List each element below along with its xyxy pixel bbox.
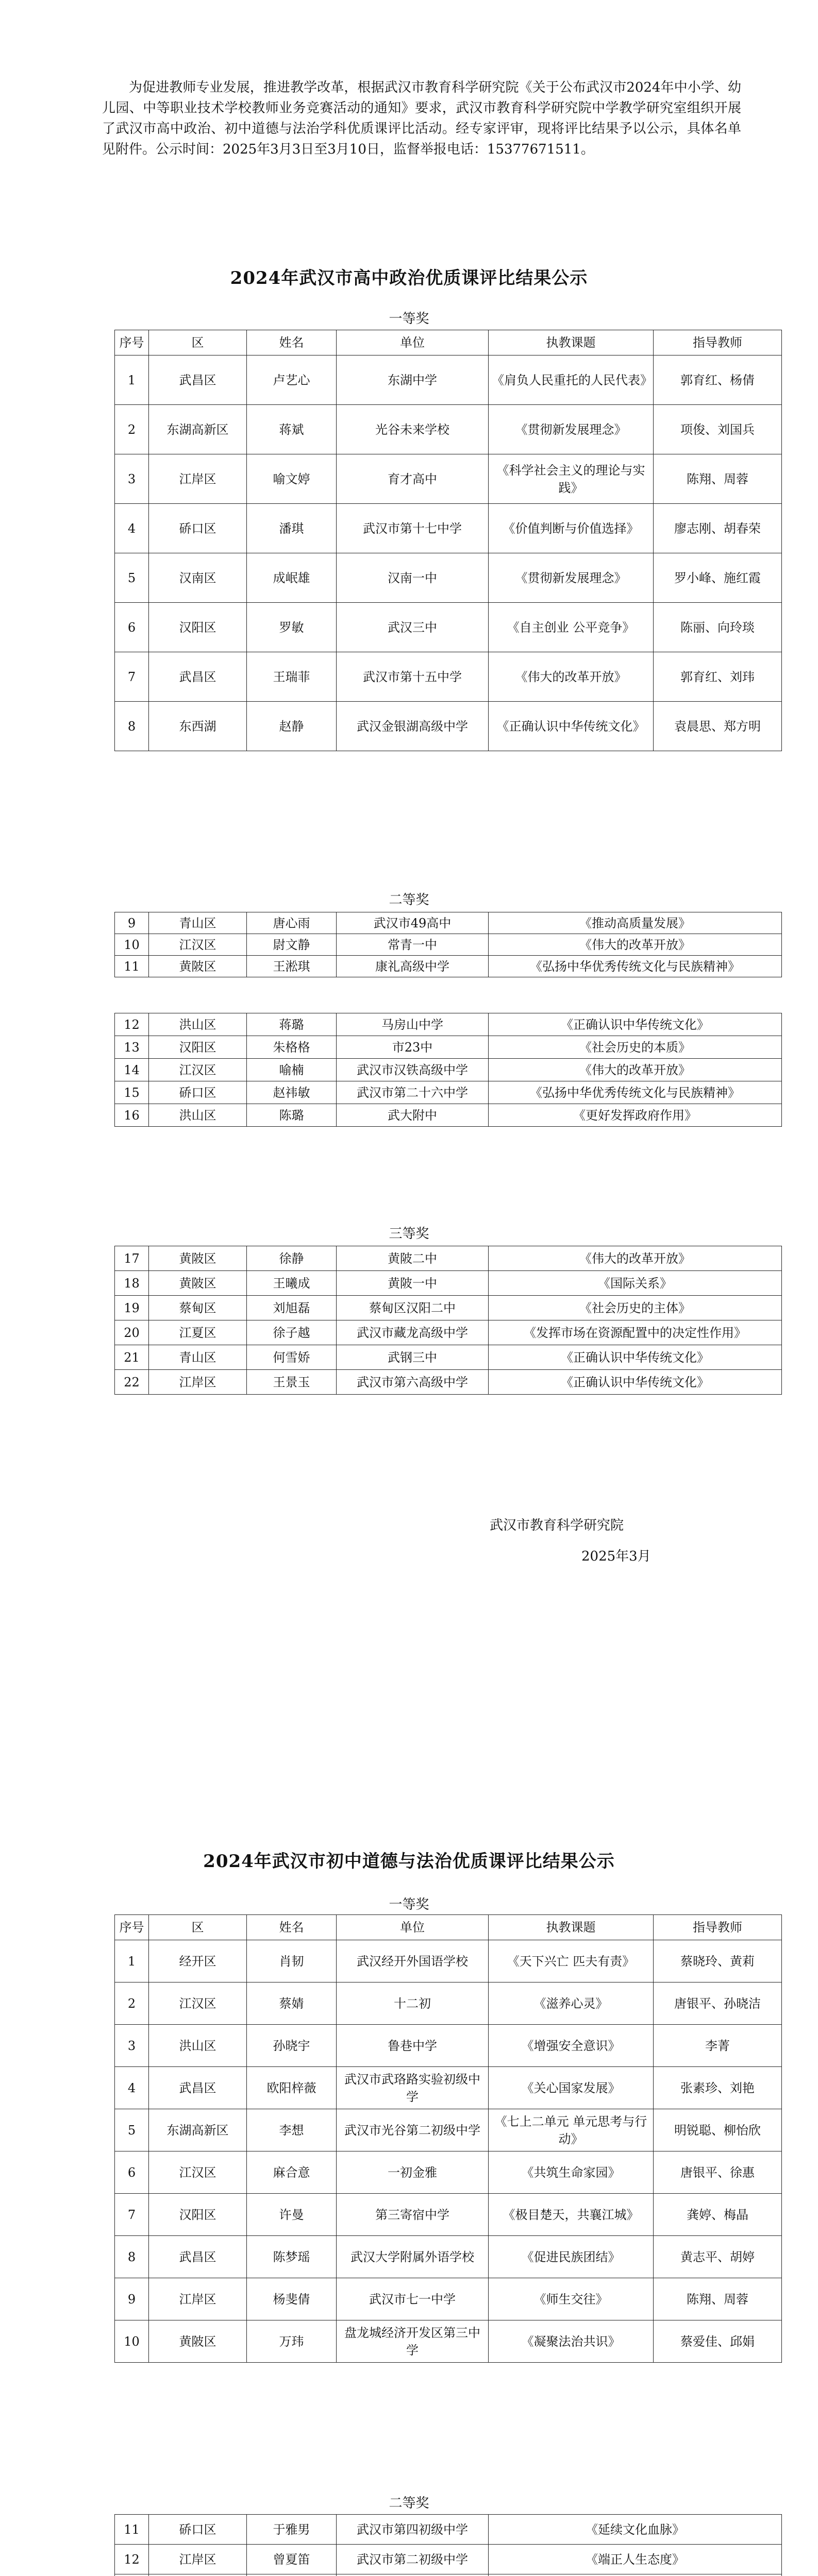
cell-district: 黄陂区 <box>149 1271 247 1296</box>
header-index: 序号 <box>115 330 149 355</box>
cell-district: 武昌区 <box>149 355 247 405</box>
header-unit: 单位 <box>337 330 489 355</box>
hs-first-label: 一等奖 <box>389 311 429 327</box>
cell-name: 李想 <box>247 2109 337 2151</box>
cell-topic: 《贯彻新发展理念》 <box>489 553 654 603</box>
cell-district: 青山区 <box>149 1345 247 1370</box>
header-name: 姓名 <box>247 1915 337 1940</box>
cell-name: 喻文婷 <box>247 454 337 504</box>
cell-unit: 育才高中 <box>337 454 489 504</box>
cell-topic: 《国际关系》 <box>489 1271 782 1296</box>
table-row <box>115 2545 782 2574</box>
cell-name: 蔡婧 <box>247 1982 337 2025</box>
header-advisor: 指导教师 <box>654 330 782 355</box>
cell-advisor: 陈翔、周蓉 <box>654 454 782 504</box>
cell-name: 肖韧 <box>247 1940 337 1982</box>
cell-unit: 汉南一中 <box>337 553 489 603</box>
cell-district: 江汉区 <box>149 2151 247 2194</box>
cell-name: 徐子越 <box>247 1320 337 1345</box>
cell-index: 10 <box>115 934 149 956</box>
cell-index: 8 <box>115 2236 149 2278</box>
cell-unit: 武汉三中 <box>337 603 489 652</box>
cell-unit: 康礼高级中学 <box>337 956 489 977</box>
cell-name: 赵祎敏 <box>247 1081 337 1104</box>
cell-name: 许曼 <box>247 2194 337 2236</box>
cell-district: 黄陂区 <box>149 1246 247 1271</box>
cell-district: 经开区 <box>149 1940 247 1982</box>
cell-index: 14 <box>115 1059 149 1081</box>
cell-district: 硚口区 <box>149 504 247 553</box>
table-row <box>115 355 782 405</box>
cell-unit: 鲁巷中学 <box>337 2025 489 2067</box>
cell-advisor: 陈翔、周蓉 <box>654 2278 782 2320</box>
cell-unit: 东湖中学 <box>337 355 489 405</box>
cell-name: 曾夏笛 <box>247 2545 337 2574</box>
hs-signature-date: 2025年3月 <box>581 1549 651 1564</box>
table-row <box>115 2574 782 2576</box>
cell-name: 成岷雄 <box>247 553 337 603</box>
cell-topic: 《弘扬中华优秀传统文化与民族精神》 <box>489 956 782 977</box>
cell-unit: 武汉大学附属外语学校 <box>337 2236 489 2278</box>
table-row <box>115 934 782 956</box>
table-header-row <box>115 1915 782 1940</box>
table-row <box>115 1104 782 1127</box>
cell-advisor: 黄志平、胡婷 <box>654 2236 782 2278</box>
ms-first-label: 一等奖 <box>389 1897 429 1912</box>
cell-name: 欧阳梓薇 <box>247 2067 337 2109</box>
cell-district: 江汉区 <box>149 1059 247 1081</box>
cell-name: 潘琪 <box>247 504 337 553</box>
cell-index: 5 <box>115 2109 149 2151</box>
cell-index: 18 <box>115 1271 149 1296</box>
cell-advisor: 项俊、刘国兵 <box>654 405 782 454</box>
hs-title: 2024年武汉市高中政治优质课评比结果公示 <box>230 268 588 289</box>
cell-unit: 武汉市光谷第二初级中学 <box>337 2109 489 2151</box>
cell-name: 孙晓宇 <box>247 2025 337 2067</box>
cell-name: 罗敏 <box>247 603 337 652</box>
cell-unit: 武汉市第十七中学 <box>337 504 489 553</box>
cell-index: 1 <box>115 355 149 405</box>
cell-name: 陈梦瑶 <box>247 2236 337 2278</box>
cell-advisor: 袁晨思、郑方明 <box>654 702 782 751</box>
cell-index: 11 <box>115 956 149 977</box>
cell-district <box>149 2574 247 2576</box>
cell-district: 洪山区 <box>149 1013 247 1036</box>
cell-topic: 《极目楚天，共襄江城》 <box>489 2194 654 2236</box>
cell-unit: 市23中 <box>337 1036 489 1059</box>
table-row <box>115 652 782 702</box>
cell-index: 5 <box>115 553 149 603</box>
cell-unit: 武汉金银湖高级中学 <box>337 702 489 751</box>
cell-index: 6 <box>115 603 149 652</box>
cell-name: 杨斐倩 <box>247 2278 337 2320</box>
ms-first-table <box>114 1914 782 2363</box>
cell-topic: 《共筑生命家园》 <box>489 2151 654 2194</box>
table-row <box>115 603 782 652</box>
cell-name: 何雪娇 <box>247 1345 337 1370</box>
ms-second-label: 二等奖 <box>389 2496 429 2511</box>
cell-name: 陈璐 <box>247 1104 337 1127</box>
table-row <box>115 2278 782 2320</box>
table-row <box>115 1036 782 1059</box>
cell-topic: 《价值判断与价值选择》 <box>489 504 654 553</box>
cell-unit: 常青一中 <box>337 934 489 956</box>
cell-unit: 武汉市七一中学 <box>337 2278 489 2320</box>
hs-signature-org: 武汉市教育科学研究院 <box>490 1518 624 1533</box>
cell-unit: 武钢三中 <box>337 1345 489 1370</box>
cell-index: 3 <box>115 2025 149 2067</box>
cell-district: 洪山区 <box>149 1104 247 1127</box>
cell-topic: 《肩负人民重托的人民代表》 <box>489 355 654 405</box>
cell-advisor: 陈丽、向玲琰 <box>654 603 782 652</box>
cell-unit: 盘龙城经济开发区第三中学 <box>337 2320 489 2363</box>
cell-name: 赵静 <box>247 702 337 751</box>
table-row <box>115 912 782 934</box>
cell-unit: 武汉市武珞路实验初级中学 <box>337 2067 489 2109</box>
cell-district: 江汉区 <box>149 934 247 956</box>
cell-name: 王曦成 <box>247 1271 337 1296</box>
cell-index: 17 <box>115 1246 149 1271</box>
hs-third-table <box>114 1246 782 1395</box>
cell-unit: 武汉市第二十六中学 <box>337 1081 489 1104</box>
cell-topic: 《弘扬中华优秀传统文化与民族精神》 <box>489 1081 782 1104</box>
header-topic: 执教课题 <box>489 1915 654 1940</box>
cell-index: 15 <box>115 1081 149 1104</box>
cell-name: 王淞琪 <box>247 956 337 977</box>
cell-index: 7 <box>115 2194 149 2236</box>
cell-district: 洪山区 <box>149 2025 247 2067</box>
cell-index: 12 <box>115 1013 149 1036</box>
cell-name: 万玮 <box>247 2320 337 2363</box>
cell-advisor: 郭育红、刘玮 <box>654 652 782 702</box>
table-row <box>115 956 782 977</box>
cell-advisor: 廖志刚、胡春荣 <box>654 504 782 553</box>
cell-name: 朱格格 <box>247 1036 337 1059</box>
cell-index: 13 <box>115 1036 149 1059</box>
cell-name: 尉文静 <box>247 934 337 956</box>
table-row <box>115 1013 782 1036</box>
table-row <box>115 1059 782 1081</box>
table-row <box>115 1982 782 2025</box>
header-unit: 单位 <box>337 1915 489 1940</box>
cell-index: 11 <box>115 2515 149 2545</box>
cell-index: 2 <box>115 405 149 454</box>
cell-name: 蒋璐 <box>247 1013 337 1036</box>
table-row <box>115 2151 782 2194</box>
cell-unit: 马房山中学 <box>337 1013 489 1036</box>
table-row <box>115 702 782 751</box>
cell-name <box>247 2574 337 2576</box>
cell-advisor: 龚婷、梅晶 <box>654 2194 782 2236</box>
cell-district: 黄陂区 <box>149 2320 247 2363</box>
cell-index: 22 <box>115 1370 149 1395</box>
cell-topic: 《天下兴亡 匹夫有责》 <box>489 1940 654 1982</box>
cell-topic: 《正确认识中华传统文化》 <box>489 1345 782 1370</box>
cell-district: 江岸区 <box>149 2545 247 2574</box>
ms-title: 2024年武汉市初中道德与法治优质课评比结果公示 <box>203 1851 615 1872</box>
cell-advisor: 蔡晓玲、黄莉 <box>654 1940 782 1982</box>
cell-district: 汉阳区 <box>149 603 247 652</box>
cell-unit: 黄陂一中 <box>337 1271 489 1296</box>
table-row <box>115 1081 782 1104</box>
cell-index: 9 <box>115 2278 149 2320</box>
table-row <box>115 2320 782 2363</box>
cell-topic: 《正确认识中华传统文化》 <box>489 1013 782 1036</box>
cell-index: 3 <box>115 454 149 504</box>
cell-index: 19 <box>115 1296 149 1320</box>
cell-topic: 《正确认识中华传统文化》 <box>489 1370 782 1395</box>
cell-topic: 《增强安全意识》 <box>489 2025 654 2067</box>
cell-topic: 《凝聚法治共识》 <box>489 2320 654 2363</box>
cell-district: 青山区 <box>149 912 247 934</box>
cell-topic: 《端正人生态度》 <box>489 2545 782 2574</box>
cell-index: 16 <box>115 1104 149 1127</box>
header-index: 序号 <box>115 1915 149 1940</box>
table-row <box>115 553 782 603</box>
cell-index: 6 <box>115 2151 149 2194</box>
table-row <box>115 1271 782 1296</box>
hs-second-label: 二等奖 <box>389 892 429 908</box>
cell-district: 江岸区 <box>149 2278 247 2320</box>
hs-first-table <box>114 330 782 751</box>
cell-topic: 《伟大的改革开放》 <box>489 1059 782 1081</box>
cell-unit: 第三寄宿中学 <box>337 2194 489 2236</box>
cell-district: 东湖高新区 <box>149 2109 247 2151</box>
cell-index <box>115 2574 149 2576</box>
table-row <box>115 1320 782 1345</box>
cell-name: 徐静 <box>247 1246 337 1271</box>
cell-district: 武昌区 <box>149 2067 247 2109</box>
table-row <box>115 1370 782 1395</box>
cell-topic: 《自主创业 公平竞争》 <box>489 603 654 652</box>
cell-topic: 《滋养心灵》 <box>489 1982 654 2025</box>
cell-district: 东西湖 <box>149 702 247 751</box>
cell-name: 王瑞菲 <box>247 652 337 702</box>
cell-topic: 《推动高质量发展》 <box>489 912 782 934</box>
cell-unit: 武汉市第十五中学 <box>337 652 489 702</box>
cell-advisor: 唐银平、孙晓洁 <box>654 1982 782 2025</box>
cell-topic: 《伟大的改革开放》 <box>489 1246 782 1271</box>
cell-index: 7 <box>115 652 149 702</box>
cell-name: 于雅男 <box>247 2515 337 2545</box>
cell-name: 卢艺心 <box>247 355 337 405</box>
cell-advisor: 罗小峰、施红霞 <box>654 553 782 603</box>
cell-topic: 《科学社会主义的理论与实践》 <box>489 454 654 504</box>
cell-district: 汉南区 <box>149 553 247 603</box>
cell-district: 武昌区 <box>149 2236 247 2278</box>
cell-index: 4 <box>115 504 149 553</box>
hs-second-table-a <box>114 912 782 977</box>
cell-name: 刘旭磊 <box>247 1296 337 1320</box>
cell-advisor: 明锐聪、柳怡欣 <box>654 2109 782 2151</box>
cell-advisor: 郭育红、杨倩 <box>654 355 782 405</box>
cell-unit: 武汉市汉铁高级中学 <box>337 1059 489 1081</box>
cell-topic: 《社会历史的主体》 <box>489 1296 782 1320</box>
cell-topic: 《伟大的改革开放》 <box>489 652 654 702</box>
hs-second-table-b <box>114 1013 782 1127</box>
cell-name: 麻合意 <box>247 2151 337 2194</box>
cell-unit: 蔡甸区汉阳二中 <box>337 1296 489 1320</box>
header-topic: 执教课题 <box>489 330 654 355</box>
cell-unit: 十二初 <box>337 1982 489 2025</box>
cell-district: 江汉区 <box>149 1982 247 2025</box>
cell-index: 4 <box>115 2067 149 2109</box>
table-row <box>115 2236 782 2278</box>
header-district: 区 <box>149 330 247 355</box>
table-row <box>115 2515 782 2545</box>
cell-unit: 武汉经开外国语学校 <box>337 1940 489 1982</box>
cell-topic: 《正确认识中华传统文化》 <box>489 702 654 751</box>
cell-topic: 《伟大的改革开放》 <box>489 934 782 956</box>
cell-unit: 武大附中 <box>337 1104 489 1127</box>
cell-index: 8 <box>115 702 149 751</box>
hs-third-label: 三等奖 <box>389 1226 429 1242</box>
cell-index: 21 <box>115 1345 149 1370</box>
header-name: 姓名 <box>247 330 337 355</box>
table-row <box>115 2194 782 2236</box>
cell-advisor: 张素珍、刘艳 <box>654 2067 782 2109</box>
cell-district: 汉阳区 <box>149 2194 247 2236</box>
cell-district: 江岸区 <box>149 1370 247 1395</box>
cell-unit: 武汉市藏龙高级中学 <box>337 1320 489 1345</box>
cell-unit: 光谷未来学校 <box>337 405 489 454</box>
cell-topic: 《关心国家发展》 <box>489 2067 654 2109</box>
cell-district: 东湖高新区 <box>149 405 247 454</box>
cell-topic: 《延续文化血脉》 <box>489 2515 782 2545</box>
intro-paragraph: 为促进教师专业发展，推进教学改革，根据武汉市教育科学研究院《关于公布武汉市2024年中小学、幼儿园、中等职业技术学校教师业务竞赛活动的通知》要求，武汉市教育科学研究院中学教学研究室组织开展了武汉市高中政治、初中道德与法治学科优质课评比活动。经专家评审，现将评比结果予以公示，具体名单见附件。公示时间：2025年3月3日至3月10日，监督举报电话：15377671511。 <box>102 80 741 157</box>
table-row <box>115 2109 782 2151</box>
header-district: 区 <box>149 1915 247 1940</box>
cell-topic: 《发挥市场在资源配置中的决定性作用》 <box>489 1320 782 1345</box>
cell-unit: 一初金雅 <box>337 2151 489 2194</box>
cell-advisor: 李菁 <box>654 2025 782 2067</box>
cell-district: 硚口区 <box>149 2515 247 2545</box>
cell-index: 10 <box>115 2320 149 2363</box>
cell-advisor: 蔡爱佳、邱娟 <box>654 2320 782 2363</box>
table-row <box>115 504 782 553</box>
cell-index: 2 <box>115 1982 149 2025</box>
cell-unit: 武汉市第六高级中学 <box>337 1370 489 1395</box>
cell-unit: 黄陂二中 <box>337 1246 489 1271</box>
table-row <box>115 2067 782 2109</box>
cell-district: 汉阳区 <box>149 1036 247 1059</box>
cell-unit: 武汉市第四初级中学 <box>337 2515 489 2545</box>
header-advisor: 指导教师 <box>654 1915 782 1940</box>
table-row <box>115 1940 782 1982</box>
cell-index: 1 <box>115 1940 149 1982</box>
cell-index: 20 <box>115 1320 149 1345</box>
cell-topic: 《更好发挥政府作用》 <box>489 1104 782 1127</box>
cell-district: 黄陂区 <box>149 956 247 977</box>
cell-unit: 武汉市49高中 <box>337 912 489 934</box>
table-row <box>115 1345 782 1370</box>
cell-topic: 《促进民族团结》 <box>489 2236 654 2278</box>
cell-advisor: 唐银平、徐惠 <box>654 2151 782 2194</box>
cell-topic: 《社会历史的本质》 <box>489 1036 782 1059</box>
table-header-row <box>115 330 782 355</box>
cell-topic: 《七上二单元 单元思考与行动》 <box>489 2109 654 2151</box>
ms-second-table <box>114 2514 782 2576</box>
table-row <box>115 1246 782 1271</box>
cell-name: 喻楠 <box>247 1059 337 1081</box>
cell-district: 武昌区 <box>149 652 247 702</box>
cell-name: 蒋斌 <box>247 405 337 454</box>
cell-topic: 《师生交往》 <box>489 2278 654 2320</box>
cell-district: 硚口区 <box>149 1081 247 1104</box>
cell-topic <box>489 2574 782 2576</box>
cell-index: 12 <box>115 2545 149 2574</box>
table-row <box>115 405 782 454</box>
cell-district: 江夏区 <box>149 1320 247 1345</box>
cell-district: 江岸区 <box>149 454 247 504</box>
table-row <box>115 1296 782 1320</box>
cell-index: 9 <box>115 912 149 934</box>
table-row <box>115 2025 782 2067</box>
cell-name: 王景玉 <box>247 1370 337 1395</box>
cell-unit: 武汉市第二初级中学 <box>337 2545 489 2574</box>
cell-name: 唐心雨 <box>247 912 337 934</box>
cell-topic: 《贯彻新发展理念》 <box>489 405 654 454</box>
cell-district: 蔡甸区 <box>149 1296 247 1320</box>
cell-unit <box>337 2574 489 2576</box>
table-row <box>115 454 782 504</box>
